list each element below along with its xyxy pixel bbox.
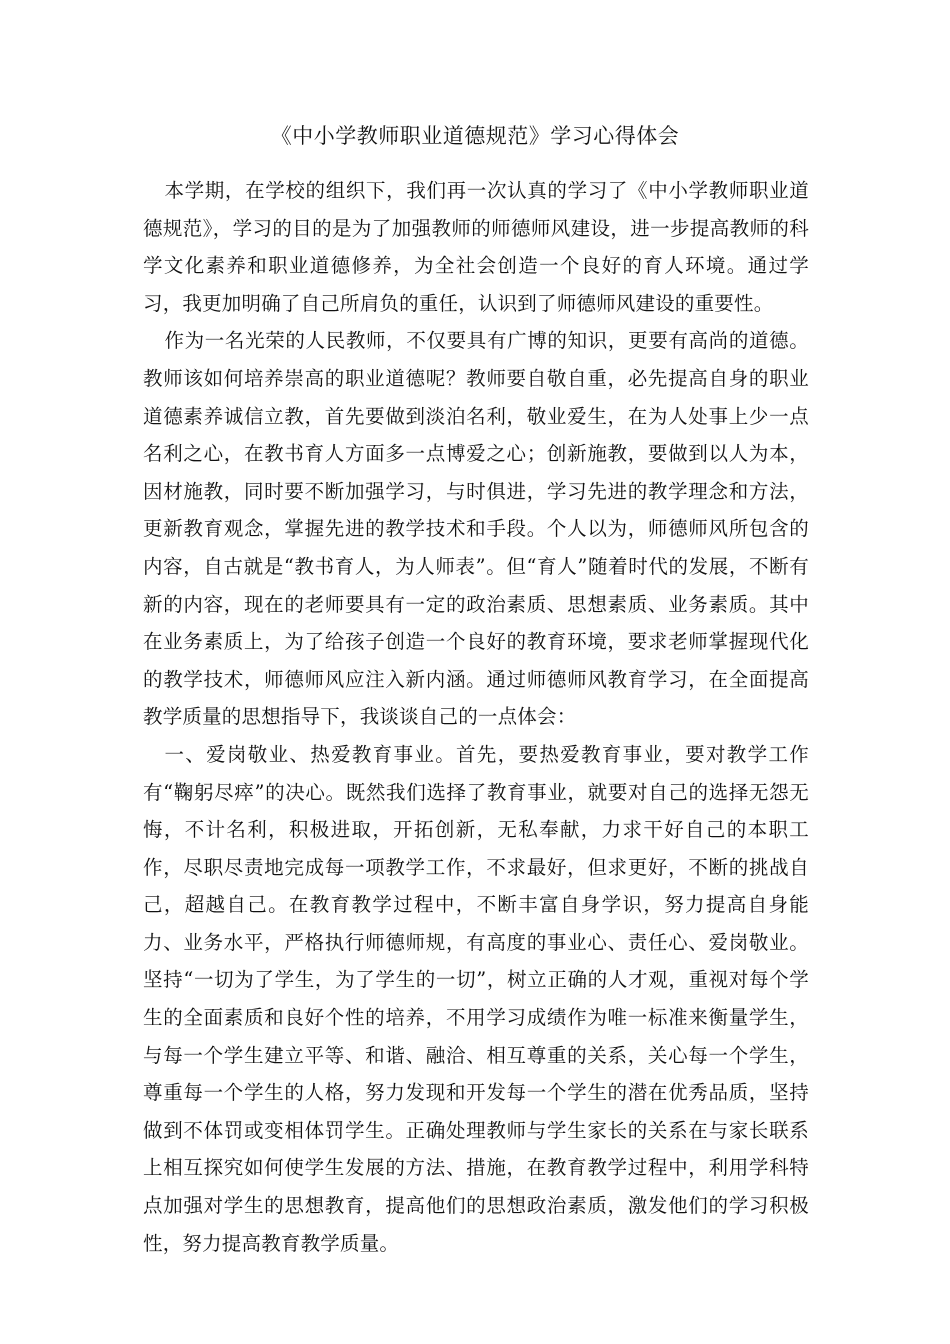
document-body	[143, 172, 809, 1262]
paragraph-3: 一、爱岗敬业、热爱教育事业。首先，要热爱教育事业，要对教学工作有“鞠躬尽瘁”的决心。既然我们选择了教育事业，就要对自己的选择无怨无悔，不计名利，积极进取，开拓创新，无私奉献，力求干好自己的本职工作，尽职尽责地完成每一项教学工作，不求最好，但求更好，不断的挑战自己，超越自己。在教育教学过程中，不断丰富自身学识，努力提高自身能力、业务水平，严格执行师德师规，有高度的事业心、责任心、爱岗敬业。坚持“一切为了学生，为了学生的一切”，树立正确的人才观，重视对每个学生的全面素质和良好个性的培养，不用学习成绩作为唯一标准来衡量学生，与每一个学生建立平等、和谐、融洽、相互尊重的关系，关心每一个学生，尊重每一个学生的人格，努力发现和开发每一个学生的潜在优秀品质，坚持做到不体罚或变相体罚学生。正确处理教师与学生家长的关系在与家长联系上相互探究如何使学生发展的方法、措施，在教育教学过程中，利用学科特点加强对学生的思想教育，提高他们的思想政治素质，激发他们的学习积极性，努力提高教育教学质量。	[143, 742, 809, 1255]
paragraph-1: 本学期，在学校的组织下，我们再一次认真的学习了《中小学教师职业道德规范》，学习的目的是为了加强教师的师德师风建设，进一步提高教师的科学文化素养和职业道德修养，为全社会创造一个良好的育人环境。通过学习，我更加明确了自己所肩负的重任，认识到了师德师风建设的重要性。	[143, 179, 809, 315]
paragraph-2: 作为一名光荣的人民教师，不仅要具有广博的知识，更要有高尚的道德。教师该如何培养崇高的职业道德呢？教师要自敬自重，必先提高自身的职业道德素养诚信立教，首先要做到淡泊名利，敬业爱生，在为人处事上少一点名利之心，在教书育人方面多一点博爱之心；创新施教，要做到以人为本，因材施教，同时要不断加强学习，与时俱进，学习先进的教学理念和方法，更新教育观念，掌握先进的教学技术和手段。个人以为，师德师风所包含的内容，自古就是“教书育人，为人师表”。但“育人”随着时代的发展，不断有新的内容，现在的老师要具有一定的政治素质、思想素质、业务素质。其中在业务素质上，为了给孩子创造一个良好的教育环境，要求老师掌握现代化的教学技术，师德师风应注入新内涵。通过师德师风教育学习，在全面提高教学质量的思想指导下，我谈谈自己的一点体会：	[143, 329, 809, 729]
document-title: 《中小学教师职业道德规范》学习心得体会	[270, 124, 680, 148]
